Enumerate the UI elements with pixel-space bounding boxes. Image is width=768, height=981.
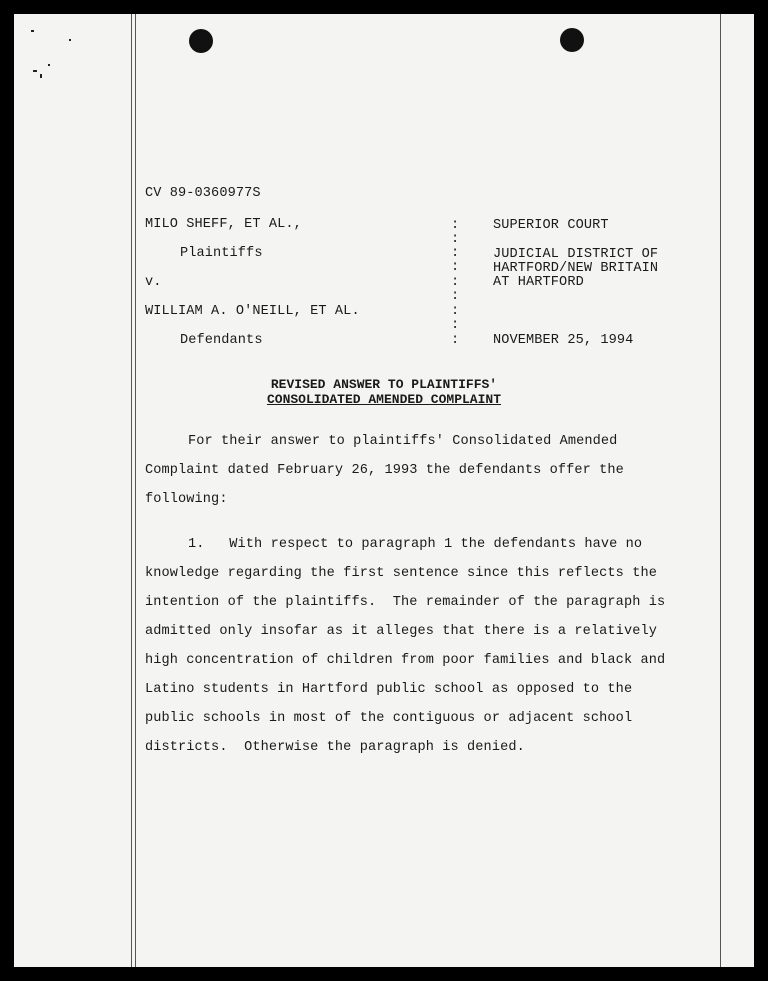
defendant-role: Defendants: [180, 333, 263, 348]
defendant-name: WILLIAM A. O'NEILL, ET AL.: [145, 304, 360, 319]
right-margin-rule: [720, 14, 721, 967]
scan-speck: [40, 74, 42, 78]
filing-date: NOVEMBER 25, 1994: [493, 333, 634, 348]
punch-hole-right: [560, 28, 584, 52]
district-line-1: JUDICIAL DISTRICT OF: [493, 247, 659, 262]
versus: v.: [145, 275, 162, 290]
scan-speck: [69, 39, 71, 41]
intro-line: following:: [145, 492, 228, 507]
left-margin-rule-inner: [135, 14, 136, 967]
paragraph-line: high concentration of children from poor families and black and: [145, 653, 666, 668]
caption-separator: :: [451, 246, 460, 261]
document-title-line-2: CONSOLIDATED AMENDED COMPLAINT: [266, 392, 502, 407]
caption-separator: :: [451, 218, 460, 233]
paragraph-line: intention of the plaintiffs. The remainder of the paragraph is: [145, 595, 666, 610]
left-margin-rule: [131, 14, 132, 967]
document-title-line-1: REVISED ANSWER TO PLAINTIFFS': [270, 377, 498, 392]
paragraph-line: knowledge regarding the first sentence since this reflects the: [145, 566, 657, 581]
caption-separator: :: [451, 304, 460, 319]
scan-speck: [31, 30, 34, 32]
caption-separator: :: [451, 275, 460, 290]
plaintiff-name: MILO SHEFF, ET AL.,: [145, 217, 302, 232]
intro-line: Complaint dated February 26, 1993 the defendants offer the: [145, 463, 624, 478]
caption-separator: :: [451, 333, 460, 348]
scan-speck: [48, 64, 50, 66]
court-name: SUPERIOR COURT: [493, 218, 609, 233]
punch-hole-left: [189, 29, 213, 53]
case-number: CV 89-0360977S: [145, 186, 261, 201]
caption-separator: :: [451, 289, 460, 304]
district-line-2: HARTFORD/NEW BRITAIN: [493, 261, 659, 276]
paragraph-line: public schools in most of the contiguous or adjacent school: [145, 711, 633, 726]
caption-separator: :: [451, 260, 460, 275]
caption-separator: :: [451, 318, 460, 333]
paragraph-line: districts. Otherwise the paragraph is denied.: [145, 740, 525, 755]
paragraph-line: Latino students in Hartford public school as opposed to the: [145, 682, 633, 697]
scan-speck: [33, 70, 37, 72]
paragraph-line: 1. With respect to paragraph 1 the defendants have no: [188, 537, 643, 552]
paragraph-line: admitted only insofar as it alleges that there is a relatively: [145, 624, 657, 639]
caption-separator: :: [451, 232, 460, 247]
document-page: [14, 14, 754, 967]
plaintiff-role: Plaintiffs: [180, 246, 263, 261]
district-line-3: AT HARTFORD: [493, 275, 584, 290]
intro-line: For their answer to plaintiffs' Consolidated Amended: [188, 434, 618, 449]
